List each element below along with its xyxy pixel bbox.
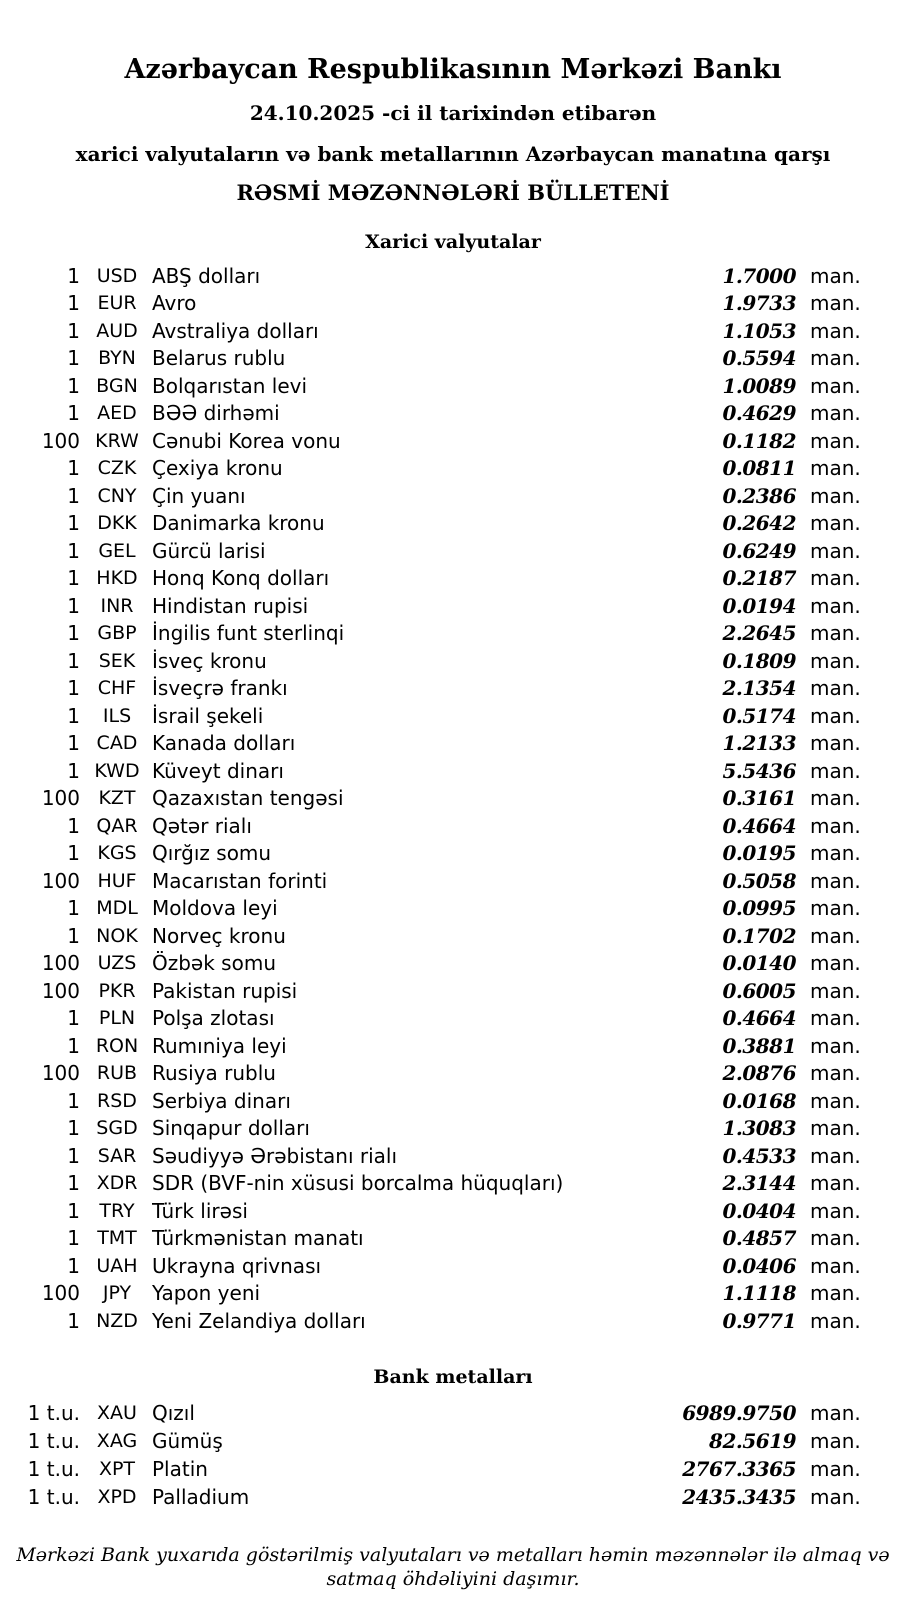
currency-name: Gümüş (152, 1428, 223, 1453)
rate-value: 6989.9750 (682, 1400, 796, 1425)
currency-code: XPD (97, 1485, 137, 1508)
rate-row (0, 1483, 906, 1511)
rate-unit: man. (810, 896, 861, 921)
currencies-section-title: Xarici valyutalar (365, 231, 541, 253)
rate-value: 0.3161 (722, 786, 796, 811)
currency-name: Platin (152, 1456, 208, 1481)
rate-unit: man. (810, 1253, 861, 1278)
rate-unit: man. (810, 1226, 861, 1251)
currency-code: UZS (97, 952, 137, 975)
quantity-value: 1 (67, 401, 80, 426)
rate-value: 0.6249 (722, 538, 796, 563)
currency-name: Honq Konq dolları (152, 566, 330, 591)
rate-unit: man. (810, 813, 861, 838)
quantity-value: 1 (67, 373, 80, 398)
quantity-value: 1 (67, 483, 80, 508)
rate-unit: man. (810, 1143, 861, 1168)
rate-value: 0.2386 (722, 483, 796, 508)
currency-code: SAR (97, 1144, 137, 1167)
currency-code: CNY (97, 484, 137, 507)
rate-row (0, 702, 906, 730)
rate-row (0, 345, 906, 373)
currency-code: RUB (96, 1062, 138, 1085)
currency-name: Türk lirəsi (152, 1198, 248, 1223)
rate-value: 2.2645 (722, 621, 796, 646)
quantity-value: 1 (67, 1171, 80, 1196)
rate-row (0, 1032, 906, 1060)
rate-row (0, 1307, 906, 1335)
currency-code: XAU (97, 1401, 137, 1424)
bulletin-title: RƏSMİ MƏZƏNNƏLƏRİ BÜLLETENİ (236, 180, 670, 205)
rate-unit: man. (810, 1088, 861, 1113)
currency-name: Gürcü larisi (152, 538, 266, 563)
quantity-value: 1 (67, 896, 80, 921)
rate-value: 0.2642 (722, 511, 796, 536)
rate-unit: man. (810, 566, 861, 591)
rate-row (0, 730, 906, 758)
rate-value: 0.0995 (722, 896, 796, 921)
currency-name: Danimarka kronu (152, 511, 325, 536)
currency-code: PKR (98, 979, 136, 1002)
currency-code: SEK (98, 649, 136, 672)
rate-unit: man. (810, 841, 861, 866)
rate-row (0, 372, 906, 400)
rate-unit: man. (810, 1428, 861, 1453)
rate-row (0, 400, 906, 428)
currency-code: DKK (97, 512, 137, 535)
currency-code: PLN (98, 1007, 136, 1030)
disclaimer-text: Mərkəzi Bank yuxarıda göstərilmiş valyutaları və metalları həmin məzənnələr ilə almaq və satmaq öhdəliyini daşımır. (16, 1543, 890, 1590)
currency-code: RSD (97, 1089, 137, 1112)
currency-name: Moldova leyi (152, 896, 278, 921)
currency-code: KZT (98, 787, 136, 810)
rate-row (0, 620, 906, 648)
subject-line: xarici valyutaların və bank metallarının Azərbaycan manatına qarşı (75, 142, 831, 166)
quantity-value: 1 (67, 456, 80, 481)
quantity-value: 1 (67, 593, 80, 618)
rate-row (0, 1087, 906, 1115)
currency-code: NZD (96, 1309, 138, 1332)
currency-name: Kanada dolları (152, 731, 296, 756)
rate-unit: man. (810, 1484, 861, 1509)
currency-name: Pakistan rupisi (152, 978, 298, 1003)
rate-row (0, 1005, 906, 1033)
currency-code: TMT (97, 1227, 137, 1250)
currency-name: Rusiya rublu (152, 1061, 276, 1086)
rate-unit: man. (810, 1198, 861, 1223)
rate-row (0, 1427, 906, 1455)
currency-name: SDR (BVF-nin xüsusi borcalma hüquqları) (152, 1171, 564, 1196)
metal-rates-table (0, 1399, 906, 1511)
quantity-value: 1 (67, 346, 80, 371)
rate-unit: man. (810, 648, 861, 673)
rate-value: 1.3083 (722, 1116, 796, 1141)
rate-value: 0.0811 (722, 456, 796, 481)
rate-value: 0.0404 (722, 1198, 796, 1223)
currency-name: Hindistan rupisi (152, 593, 309, 618)
rate-unit: man. (810, 291, 861, 316)
quantity-value: 1 (67, 758, 80, 783)
currency-rates-table (0, 262, 906, 1335)
quantity-value: 1 (67, 1253, 80, 1278)
rate-value: 2767.3365 (682, 1456, 796, 1481)
rate-unit: man. (810, 318, 861, 343)
quantity-value: 1 (67, 841, 80, 866)
rate-unit: man. (810, 621, 861, 646)
quantity-value: 1 (67, 318, 80, 343)
rate-value: 0.6005 (722, 978, 796, 1003)
quantity-value: 100 (41, 428, 80, 453)
currency-code: BGN (96, 374, 138, 397)
currency-name: Türkmənistan manatı (152, 1226, 364, 1251)
rate-unit: man. (810, 676, 861, 701)
rate-value: 2435.3435 (682, 1484, 796, 1509)
rate-row (0, 1060, 906, 1088)
currency-name: Çin yuanı (152, 483, 246, 508)
currency-name: Qızıl (152, 1400, 195, 1425)
currency-code: ILS (102, 704, 132, 727)
quantity-value: 1 (67, 1116, 80, 1141)
quantity-value: 1 (67, 1033, 80, 1058)
currency-name: Sinqapur dolları (152, 1116, 310, 1141)
currency-name: Palladium (152, 1484, 250, 1509)
rate-value: 2.3144 (722, 1171, 796, 1196)
quantity-value: 1 (67, 923, 80, 948)
rate-row (0, 455, 906, 483)
quantity-value: 100 (41, 978, 80, 1003)
rate-row (0, 977, 906, 1005)
rate-row (0, 840, 906, 868)
rate-unit: man. (810, 923, 861, 948)
rate-row (0, 867, 906, 895)
currency-code: AUD (96, 319, 138, 342)
rate-unit: man. (810, 1281, 861, 1306)
currency-code: QAR (96, 814, 138, 837)
currency-code: MDL (96, 897, 138, 920)
rate-value: 0.4664 (722, 813, 796, 838)
quantity-value: 1 (67, 566, 80, 591)
currency-name: Norveç kronu (152, 923, 286, 948)
quantity-value: 1 (67, 676, 80, 701)
rate-value: 0.1702 (722, 923, 796, 948)
rate-unit: man. (810, 428, 861, 453)
rate-value: 0.4533 (722, 1143, 796, 1168)
rate-row (0, 1280, 906, 1308)
currency-code: GBP (97, 622, 137, 645)
quantity-value: 1 (67, 1006, 80, 1031)
rate-unit: man. (810, 1308, 861, 1333)
currency-name: Polşa zlotası (152, 1006, 275, 1031)
rate-row (0, 812, 906, 840)
currency-code: KGS (97, 842, 137, 865)
rate-unit: man. (810, 951, 861, 976)
rate-value: 0.4857 (722, 1226, 796, 1251)
rate-unit: man. (810, 1116, 861, 1141)
rate-value: 0.0140 (722, 951, 796, 976)
rate-value: 1.1118 (722, 1281, 796, 1306)
currency-name: İngilis funt sterlinqi (152, 621, 345, 646)
rate-row (0, 317, 906, 345)
rate-row (0, 1225, 906, 1253)
rate-unit: man. (810, 373, 861, 398)
currency-code: EUR (97, 292, 137, 315)
rate-value: 2.1354 (722, 676, 796, 701)
rate-value: 0.2187 (722, 566, 796, 591)
rate-row (0, 592, 906, 620)
rate-row (0, 1455, 906, 1483)
rate-row (0, 1197, 906, 1225)
effective-date: 24.10.2025 -ci il tarixindən etibarən (249, 101, 657, 125)
quantity-value: 1 (67, 1198, 80, 1223)
rate-unit: man. (810, 703, 861, 728)
currency-code: XDR (96, 1172, 138, 1195)
rate-unit: man. (810, 1456, 861, 1481)
currency-code: GEL (98, 539, 136, 562)
quantity-value: 1 t.u. (27, 1400, 80, 1425)
currency-name: BƏƏ dirhəmi (152, 401, 280, 426)
rate-unit: man. (810, 483, 861, 508)
rate-row (0, 785, 906, 813)
rate-row (0, 647, 906, 675)
rate-value: 0.1809 (722, 648, 796, 673)
rate-row (0, 510, 906, 538)
currency-code: UAH (96, 1254, 138, 1277)
currency-name: İsrail şekeli (152, 703, 264, 728)
rate-row (0, 262, 906, 290)
currency-name: Macarıstan forinti (152, 868, 328, 893)
quantity-value: 1 t.u. (27, 1456, 80, 1481)
quantity-value: 1 (67, 291, 80, 316)
quantity-value: 1 t.u. (27, 1428, 80, 1453)
currency-name: Qazaxıstan tengəsi (152, 786, 344, 811)
currency-name: Qırğız somu (152, 841, 272, 866)
rate-unit: man. (810, 263, 861, 288)
rate-value: 1.0089 (722, 373, 796, 398)
rate-value: 0.0194 (722, 593, 796, 618)
metals-section-title: Bank metalları (373, 1365, 533, 1388)
currency-name: Səudiyyə Ərəbistanı rialı (152, 1143, 398, 1168)
rate-row (0, 675, 906, 703)
bulletin-header (0, 0, 906, 206)
currency-code: CAD (96, 732, 138, 755)
currency-code: USD (96, 264, 138, 287)
quantity-value: 100 (41, 951, 80, 976)
currency-code: XPT (98, 1457, 136, 1480)
rate-unit: man. (810, 1006, 861, 1031)
currency-name: Avstraliya dolları (152, 318, 319, 343)
currency-name: Belarus rublu (152, 346, 286, 371)
rate-value: 1.9733 (722, 291, 796, 316)
currency-name: Rumıniya leyi (152, 1033, 287, 1058)
rate-value: 0.0406 (722, 1253, 796, 1278)
quantity-value: 1 (67, 731, 80, 756)
rate-unit: man. (810, 593, 861, 618)
rate-unit: man. (810, 978, 861, 1003)
quantity-value: 100 (41, 786, 80, 811)
rate-value: 1.1053 (722, 318, 796, 343)
currency-name: Serbiya dinarı (152, 1088, 291, 1113)
rate-value: 0.5058 (722, 868, 796, 893)
rate-row (0, 537, 906, 565)
quantity-value: 100 (41, 1281, 80, 1306)
rate-value: 0.3881 (722, 1033, 796, 1058)
rate-row (0, 1115, 906, 1143)
quantity-value: 1 (67, 1088, 80, 1113)
currency-name: Qətər rialı (152, 813, 252, 838)
quantity-value: 1 (67, 648, 80, 673)
rate-value: 0.5594 (722, 346, 796, 371)
currency-code: HKD (96, 567, 138, 590)
rate-unit: man. (810, 1400, 861, 1425)
currency-name: ABŞ dolları (152, 263, 261, 288)
quantity-value: 1 (67, 1308, 80, 1333)
rate-value: 82.5619 (709, 1428, 796, 1453)
quantity-value: 1 (67, 511, 80, 536)
currency-name: Çexiya kronu (152, 456, 283, 481)
currency-name: Küveyt dinarı (152, 758, 284, 783)
currency-code: KRW (95, 429, 139, 452)
rate-unit: man. (810, 786, 861, 811)
rate-row (0, 482, 906, 510)
currency-code: CHF (97, 677, 137, 700)
rate-value: 0.5174 (722, 703, 796, 728)
rate-value: 0.1182 (722, 428, 796, 453)
rate-value: 2.0876 (722, 1061, 796, 1086)
quantity-value: 1 (67, 263, 80, 288)
currency-name: İsveçrə frankı (152, 676, 288, 701)
currency-code: SGD (96, 1117, 138, 1140)
rate-value: 1.7000 (722, 263, 796, 288)
rate-row (0, 950, 906, 978)
rate-unit: man. (810, 868, 861, 893)
currency-code: CZK (97, 457, 137, 480)
currency-name: Özbək somu (152, 951, 276, 976)
quantity-value: 1 (67, 703, 80, 728)
rate-row (0, 1399, 906, 1427)
rate-unit: man. (810, 511, 861, 536)
rate-value: 0.9771 (722, 1308, 796, 1333)
rate-unit: man. (810, 758, 861, 783)
quantity-value: 1 (67, 813, 80, 838)
rate-row (0, 1142, 906, 1170)
currency-code: NOK (96, 924, 138, 947)
rate-row (0, 427, 906, 455)
currency-name: Yapon yeni (152, 1281, 261, 1306)
quantity-value: 1 (67, 1143, 80, 1168)
rate-value: 1.2133 (722, 731, 796, 756)
currency-name: Bolqarıstan levi (152, 373, 308, 398)
quantity-value: 1 (67, 1226, 80, 1251)
rate-unit: man. (810, 346, 861, 371)
currency-name: İsveç kronu (152, 648, 267, 673)
rate-unit: man. (810, 401, 861, 426)
currency-code: JPY (102, 1282, 132, 1305)
quantity-value: 100 (41, 1061, 80, 1086)
currency-code: HUF (97, 869, 137, 892)
currency-code: AED (97, 402, 137, 425)
rate-unit: man. (810, 538, 861, 563)
currency-code: KWD (94, 759, 140, 782)
rate-row (0, 290, 906, 318)
rate-value: 0.4629 (722, 401, 796, 426)
rate-unit: man. (810, 1061, 861, 1086)
rate-row (0, 895, 906, 923)
rate-value: 0.0195 (722, 841, 796, 866)
rate-row (0, 1252, 906, 1280)
rate-value: 5.5436 (722, 758, 796, 783)
currency-code: BYN (98, 347, 136, 370)
rate-unit: man. (810, 1171, 861, 1196)
rate-unit: man. (810, 456, 861, 481)
rate-row (0, 922, 906, 950)
rate-value: 0.4664 (722, 1006, 796, 1031)
rate-value: 0.0168 (722, 1088, 796, 1113)
currency-name: Yeni Zelandiya dolları (152, 1308, 366, 1333)
quantity-value: 1 t.u. (27, 1484, 80, 1509)
quantity-value: 100 (41, 868, 80, 893)
rate-row (0, 1170, 906, 1198)
currency-name: Cənubi Korea vonu (152, 428, 341, 453)
rate-unit: man. (810, 731, 861, 756)
currency-name: Ukrayna qrivnası (152, 1253, 322, 1278)
rate-row (0, 565, 906, 593)
quantity-value: 1 (67, 538, 80, 563)
rate-row (0, 757, 906, 785)
quantity-value: 1 (67, 621, 80, 646)
page-title: Azərbaycan Respublikasının Mərkəzi Bankı (124, 54, 782, 85)
currency-code: INR (100, 594, 134, 617)
currency-code: TRY (99, 1199, 135, 1222)
rate-unit: man. (810, 1033, 861, 1058)
currency-code: XAG (96, 1429, 138, 1452)
currency-code: RON (95, 1034, 139, 1057)
currency-name: Avro (152, 291, 197, 316)
